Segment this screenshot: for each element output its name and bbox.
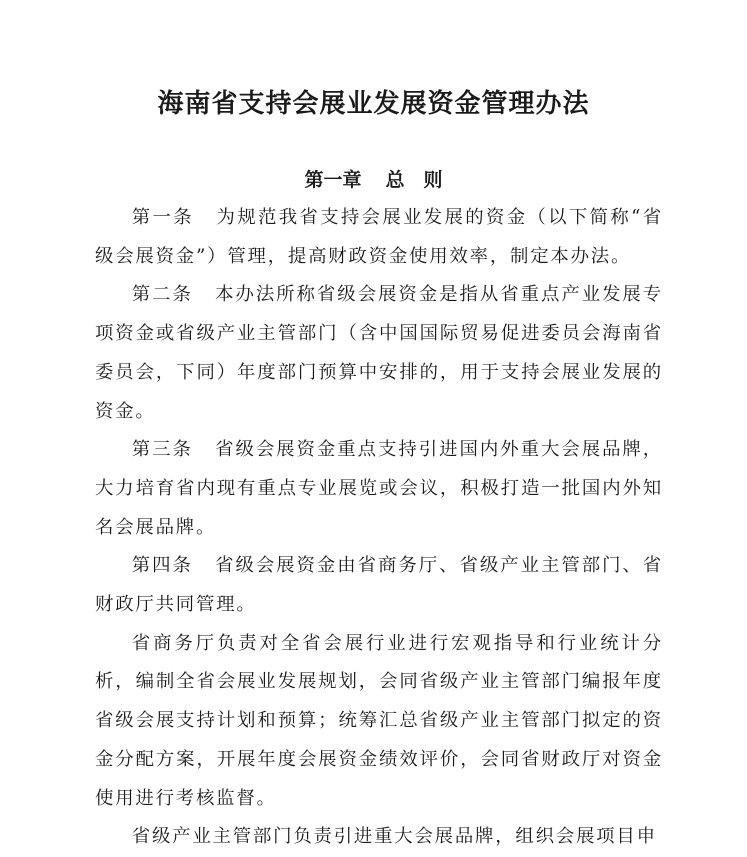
- paragraph: 省商务厅负责对全省会展行业进行宏观指导和行业统计分析，编制全省会展业发展规划，会同省级产业主管部门编报年度省级会展支持计划和预算；统筹汇总省级产业主管部门拟定的资金分配方案，开展年度会展资金绩效评价，会同省财政厅对资金使用进行考核监督。: [95, 632, 663, 809]
- paragraph: 省级产业主管部门负责引进重大会展品牌，组织会展项目申: [131, 826, 657, 848]
- chapter-number: 第一章: [304, 169, 362, 191]
- article-2: [95, 276, 663, 431]
- article-text: 省级会展资金由省商务厅、省级产业主管部门、省财政厅共同管理。: [95, 555, 663, 616]
- article-1: [95, 199, 663, 276]
- article-label: 第三条: [131, 439, 193, 461]
- article-label: 第二条: [131, 284, 193, 306]
- article-text: 为规范我省支持会展业发展的资金（以下简称“省级会展资金”）管理，提高财政资金使用效率，制定本办法。: [95, 207, 663, 267]
- article-text: 省级会展资金重点支持引进国内外重大会展品牌，大力培育省内现有重点专业展览或会议，积极打造一批国内外知名会展品牌。: [95, 439, 663, 538]
- article-4: [95, 547, 663, 624]
- article-label: 第一条: [131, 207, 194, 228]
- article-label: 第四条: [131, 555, 193, 577]
- document-body: [95, 199, 663, 857]
- document-title: 海南省支持会展业发展资金管理办法: [157, 89, 590, 119]
- article-text: 本办法所称省级会展资金是指从省重点产业发展专项资金或省级产业主管部门（含中国国际贸易促进委员会海南省委员会，下同）年度部门预算中安排的，用于支持会展业发展的资金。: [95, 284, 663, 422]
- article-3: [95, 431, 663, 547]
- chapter-heading: [0, 165, 747, 195]
- chapter-name: 总 则: [385, 169, 443, 191]
